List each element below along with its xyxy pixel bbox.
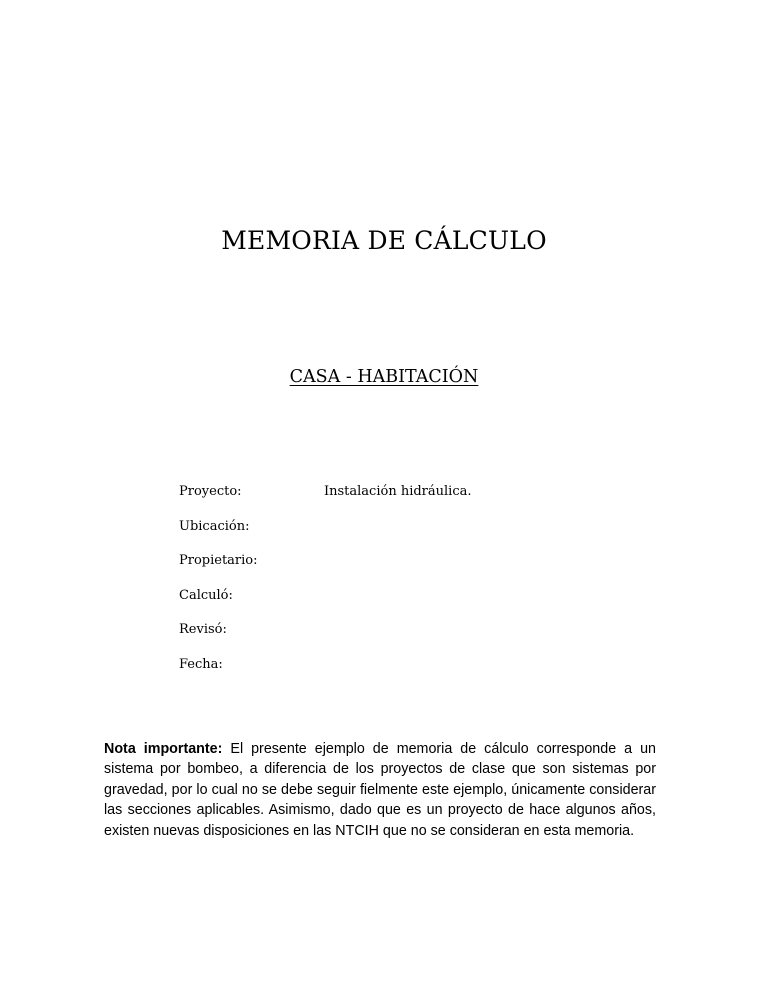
field-label: Revisó: [179,622,227,638]
important-note [104,739,656,841]
document-subtitle-text: CASA - HABITACIÓN [289,367,479,387]
document-subtitle [0,367,768,387]
important-note-label: Nota importante: [104,741,223,757]
field-label: Proyecto: [179,484,242,499]
field-label: Ubicación: [179,518,250,534]
field-label: Fecha: [179,656,223,672]
field-value: Instalación hidráulica. [324,484,472,499]
field-row-ubicacion [179,519,472,554]
document-title [0,226,768,255]
field-row-calculo [179,588,472,623]
field-label: Propietario: [179,553,258,569]
field-row-proyecto [179,484,472,519]
field-label: Calculó: [179,587,233,603]
field-row-propietario [179,553,472,588]
field-row-fecha [179,657,472,692]
field-row-reviso [179,622,472,657]
important-note-text: El presente ejemplo de memoria de cálculo corresponde a un sistema por bombeo, a diferencia de los proyectos de clase que son sistemas por gravedad, por lo cual no se debe seguir fielmente este ejemplo, únicamente considerar las secciones aplicables. Asimismo, dado que es un proyecto de hace algunos años, existen nuevas disposiciones en las NTCIH que no se consideran en esta memoria. [104,741,656,839]
document-title-text: MEMORIA DE CÁLCULO [221,226,547,255]
project-fields [179,484,472,692]
